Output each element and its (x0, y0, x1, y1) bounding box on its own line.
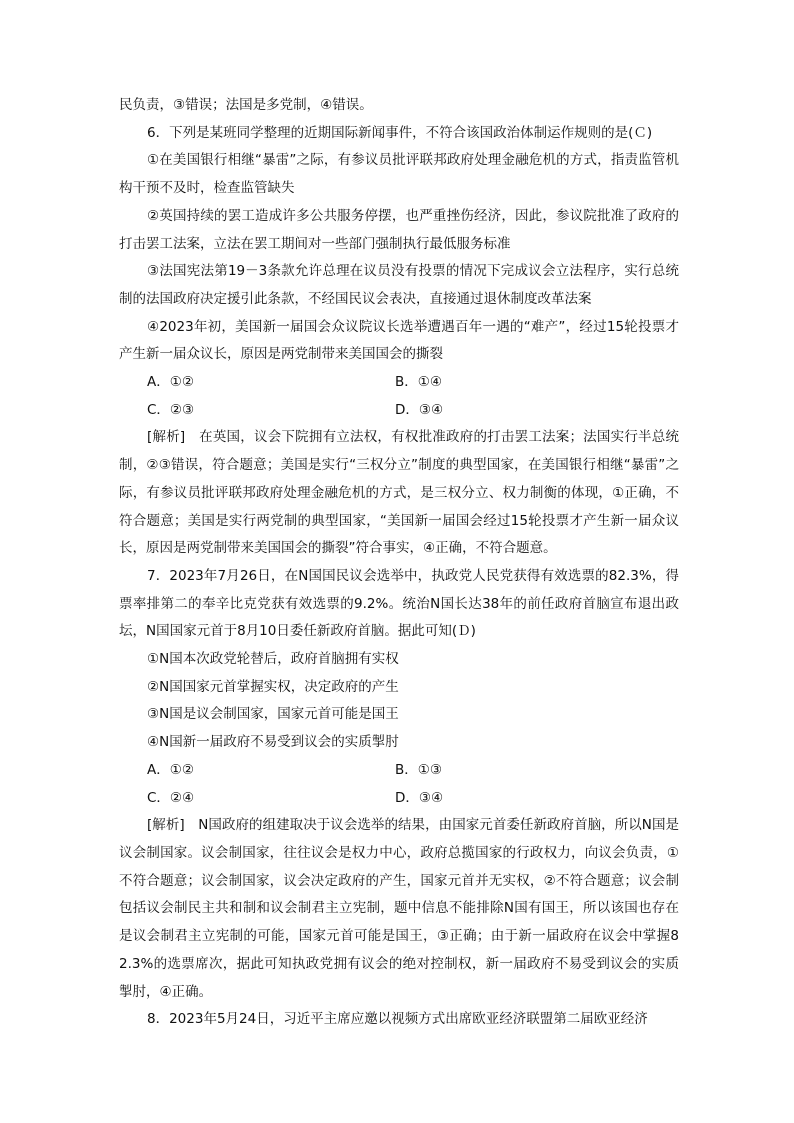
question-6-options-row-1 (119, 369, 679, 397)
question-6-analysis: [解析] 在英国，议会下院拥有立法权，有权批准政府的打击罢工法案；法国实行半总统制，②③错误，符合题意；美国是实行“三权分立”制度的典型国家，在美国银行相继“暴雷”之际，有参议员批评联邦政府处理金融危机的方式，是三权分立、权力制衡的体现，①正确，不符合题意；美国是实行两党制的典型国家，“美国新一届国会经过15轮投票才产生新一届众议长，原因是两党制带来美国国会的撕裂”符合事实，④正确，不符合题意。 (119, 429, 679, 557)
question-7-statement-3: ③N国是议会制国家，国家元首可能是国王 (147, 706, 399, 723)
question-7-statement-2: ②N国国家元首掌握实权，决定政府的产生 (147, 678, 399, 695)
question-7-statement-4: ④N国新一届政府不易受到议会的实质掣肘 (147, 734, 399, 751)
question-6-statement-4: ④2023年初，美国新一届国会众议院议长选举遭遇百年一遇的“难产”，经过15轮投票才产生新一届众议长，原因是两党制带来美国国会的撕裂 (119, 318, 679, 363)
document-page (119, 92, 679, 1034)
option-d: D．③④ (395, 789, 444, 806)
question-7-options-row-2 (119, 785, 679, 813)
question-8-stem: 8．2023年5月24日，习近平主席应邀以视频方式出席欧亚经济联盟第二届欧亚经济 (147, 1011, 648, 1028)
option-b: B．①④ (395, 374, 442, 391)
option-a: A．①② (147, 761, 194, 778)
question-7-analysis: [解析] N国政府的组建取决于议会选举的结果，由国家元首委任新政府首脑，所以N国是议会制国家。议会制国家，往往议会是权力中心，政府总揽国家的行政权力，向议会负责，①不符合题意；议会制国家，议会决定政府的产生，国家元首并无实权，②不符合题意；议会制包括议会制民主共和制和议会制君主立宪制，题中信息不能排除N国有国王，所以该国也存在是议会制君主立宪制的可能，国家元首可能是国王，③正确；由于新一届政府在议会中掌握82.3%的选票席次，据此可知执政党拥有议会的绝对控制权，新一届政府不易受到议会的实质掣肘，④正确。 (119, 817, 679, 1000)
question-6-statement-1: ①在美国银行相继“暴雷”之际，有参议员批评联邦政府处理金融危机的方式，指责监管机构干预不及时，检查监管缺失 (119, 152, 679, 197)
question-7-stem: 7．2023年7月26日，在N国国民议会选举中，执政党人民党获得有效选票的82.3%，得票率排第二的奉辛比克党获有效选票的9.2%。统治N国长达38年的前任政府首脑宣布退出政坛，N国国家元首于8月10日委任新政府首脑。据此可知(Ｄ) (119, 567, 679, 640)
option-c: C．②③ (147, 401, 195, 418)
question-6-statement-3: ③法国宪法第19－3条款允许总理在议员没有投票的情况下完成议会立法程序，实行总统制的法国政府决定援引此条款，不经国民议会表决，直接通过退休制度改革法案 (119, 263, 679, 307)
option-a: A．①② (147, 374, 194, 391)
option-c: C．②④ (147, 789, 195, 806)
option-b: B．①③ (395, 761, 442, 778)
question-6-statement-2: ②英国持续的罢工造成许多公共服务停摆，也严重挫伤经济，因此，参议院批准了政府的打击罢工法案，立法在罢工期间对一些部门强制执行最低服务标准 (119, 207, 679, 252)
question-7-options-row-1 (119, 757, 679, 785)
question-6-options-row-2 (119, 397, 679, 425)
question-6-stem: 6．下列是某班同学整理的近期国际新闻事件，不符合该国政治体制运作规则的是(Ｃ) (147, 124, 653, 141)
question-7-statement-1: ①N国本次政党轮替后，政府首脑拥有实权 (147, 651, 399, 668)
text-line: 民负责，③错误；法国是多党制，④错误。 (119, 97, 373, 113)
option-d: D．③④ (395, 401, 444, 418)
